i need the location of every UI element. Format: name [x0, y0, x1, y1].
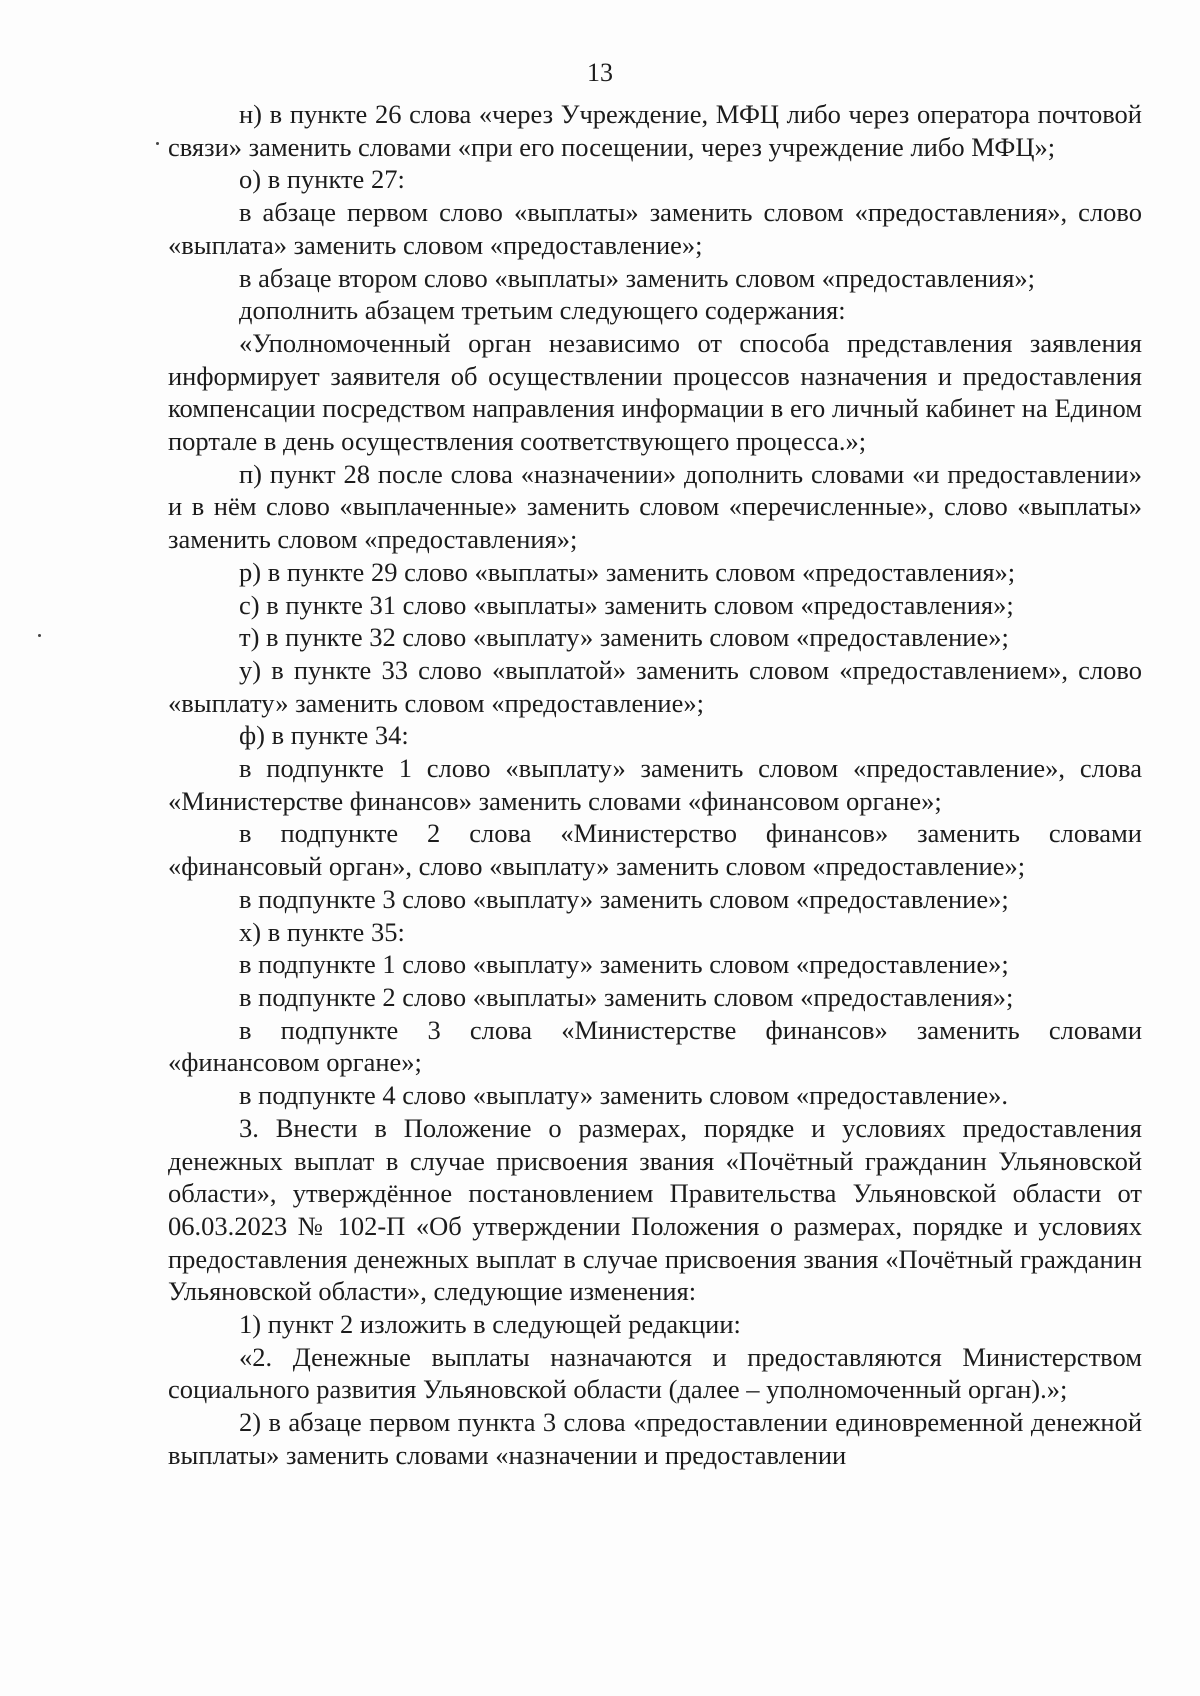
paragraph-f-sub-2: в подпункте 2 слова «Министерство финансов» заменить словами «финансовый орган», слово «выплату» заменить словом «предоставление»; [168, 818, 1142, 882]
scan-speck [156, 142, 159, 145]
paragraph-t: т) в пункте 32 слово «выплату» заменить словом «предоставление»; [239, 622, 1009, 653]
paragraph-o-abzac-1: в абзаце первом слово «выплаты» заменить словом «предоставления», слово «выплата» заменить словом «предоставление»; [168, 197, 1142, 260]
paragraph-r: р) в пункте 29 слово «выплаты» заменить словом «предоставления»; [239, 556, 1016, 587]
paragraph-u: у) в пункте 33 слово «выплатой» заменить словом «предоставлением», слово «выплату» заменить словом «предоставление»; [168, 654, 1142, 718]
paragraph-o-abzac-3: дополнить абзацем третьим следующего содержания: [239, 295, 846, 326]
paragraph-quote-item-2: «2. Денежные выплаты назначаются и предоставляются Министерством социального развития Ульяновской области (далее – уполномоченный орган).»; [168, 1341, 1142, 1405]
document-body [168, 98, 1142, 1472]
paragraph-section-3: 3. Внести в Положение о размерах, порядке и условиях предоставления денежных выплат в случае присвоения звания «Почётный гражданин Ульяновской области», утверждённое постановлением Правительства Ульяновской области от 06.03.2023 № 102-П «Об утверждении Положения о размерах, порядке и условиях предоставления денежных выплат в случае присвоения звания «Почётный гражданин Ульяновской области», следующие изменения: [168, 1112, 1142, 1307]
paragraph-h-sub-4: в подпункте 4 слово «выплату» заменить словом «предоставление». [239, 1080, 1008, 1111]
paragraph-n: н) в пункте 26 слова «через Учреждение, МФЦ либо через оператора почтовой связи» заменить словами «при его посещении, через учреждение либо МФЦ»; [168, 99, 1142, 162]
paragraph-h-sub-2: в подпункте 2 слово «выплаты» заменить словом «предоставления»; [239, 981, 1014, 1012]
scan-speck [38, 634, 41, 637]
paragraph-h-sub-3: в подпункте 3 слова «Министерстве финансов» заменить словами «финансовом органе»; [168, 1014, 1142, 1078]
paragraph-item-1: 1) пункт 2 изложить в следующей редакции: [239, 1309, 741, 1340]
paragraph-quote-upolnomochenny: «Уполномоченный орган независимо от способа представления заявления информирует заявителя об осуществлении процессов назначения и предоставления компенсации посредством направления информации в его личный кабинет на Едином портале в день осуществления соответствующего процесса.»; [168, 327, 1142, 457]
paragraph-h-sub-1: в подпункте 1 слово «выплату» заменить словом «предоставление»; [239, 949, 1009, 980]
paragraph-o: о) в пункте 27: [239, 164, 405, 195]
paragraph-h: х) в пункте 35: [239, 916, 405, 947]
paragraph-f-sub-3: в подпункте 3 слово «выплату» заменить словом «предоставление»; [239, 883, 1009, 914]
paragraph-o-abzac-2: в абзаце втором слово «выплаты» заменить словом «предоставления»; [239, 262, 1036, 293]
page-number: 13 [587, 58, 613, 87]
paragraph-p: п) пункт 28 после слова «назначении» дополнить словами «и предоставлении» и в нём слово «выплаченные» заменить словом «перечисленные», слово «выплаты» заменить словом «предоставления»; [168, 458, 1142, 555]
paragraph-s: с) в пункте 31 слово «выплаты» заменить словом «предоставления»; [239, 589, 1014, 620]
paragraph-f: ф) в пункте 34: [239, 720, 409, 751]
paragraph-item-2: 2) в абзаце первом пункта 3 слова «предоставлении единовременной денежной выплаты» заменить словами «назначении и предоставлении [168, 1407, 1142, 1470]
paragraph-f-sub-1: в подпункте 1 слово «выплату» заменить словом «предоставление», слова «Министерстве финансов» заменить словами «финансовом органе»; [168, 753, 1142, 816]
